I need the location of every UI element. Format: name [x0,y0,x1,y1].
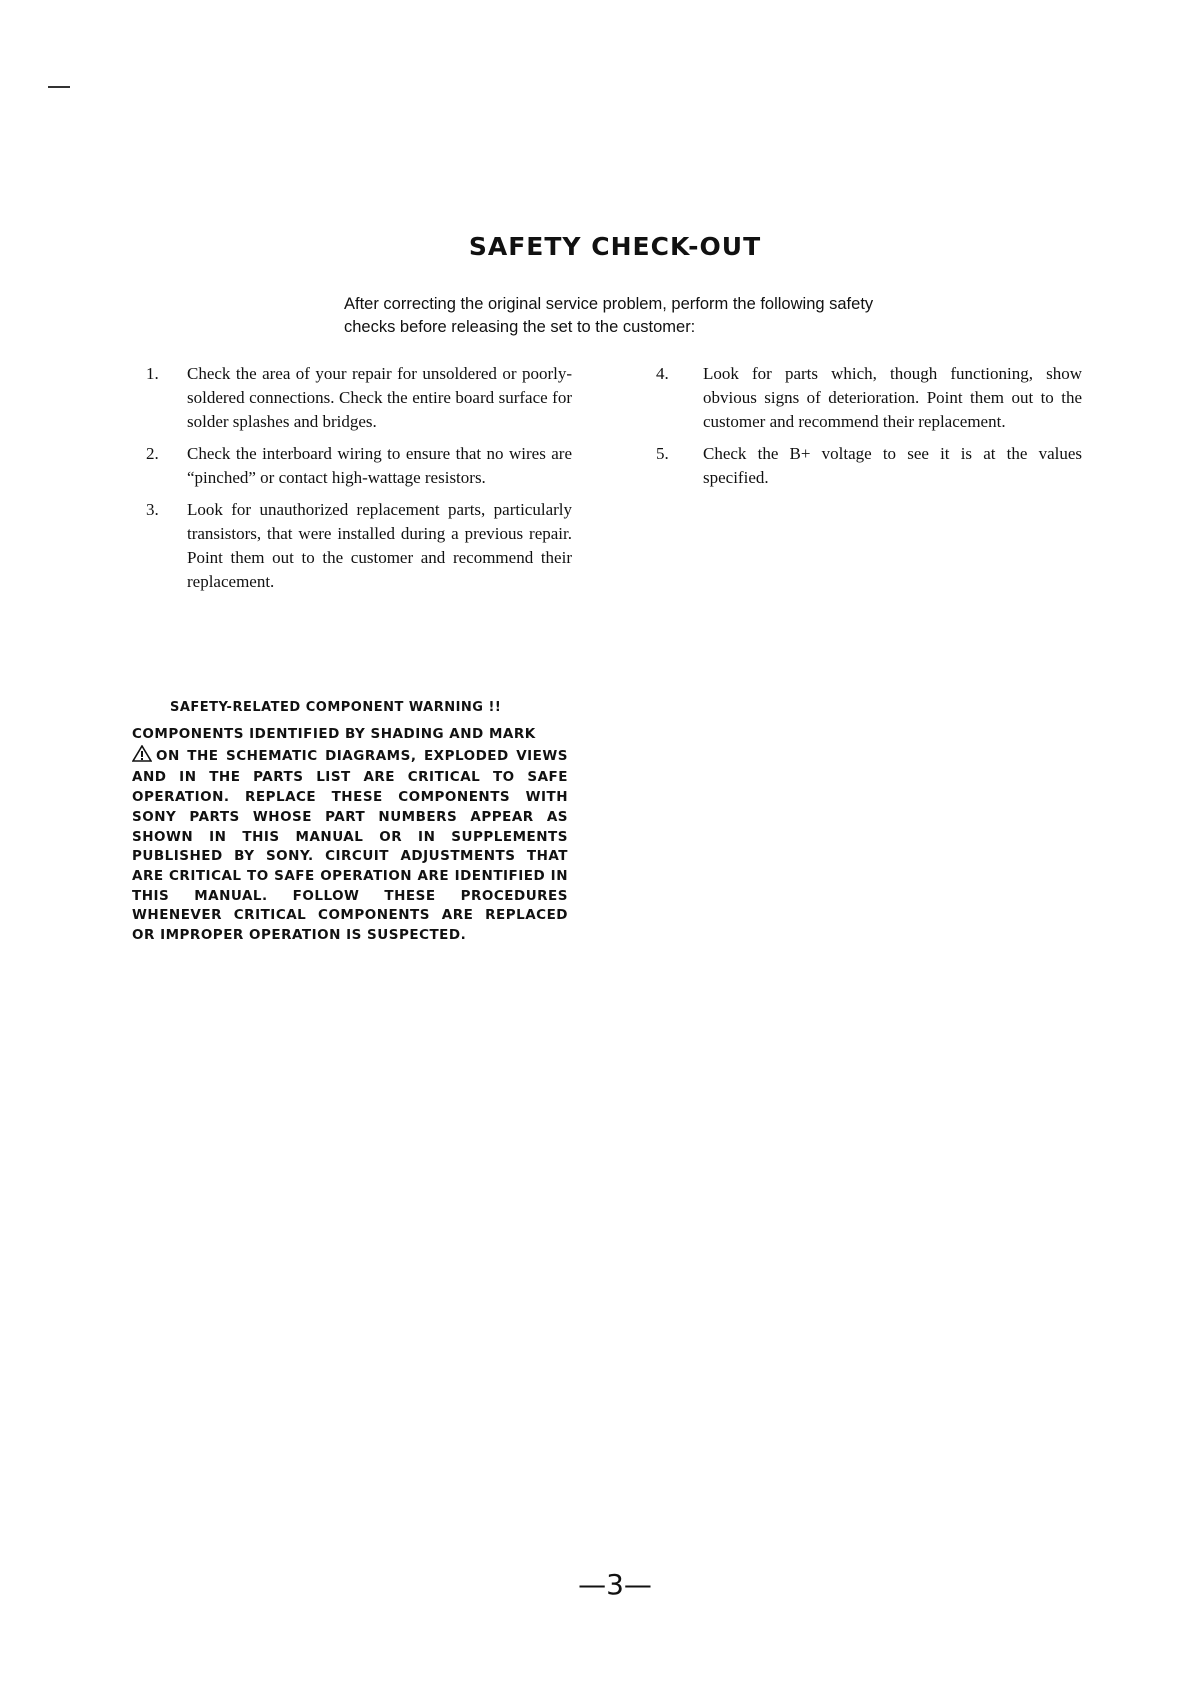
item-text: Check the interboard wiring to ensure that no wires are “pinched” or contact high-wattage resistors. [187,444,572,487]
list-item [140,442,572,490]
warning-body-start: COMPONENTS IDENTIFIED BY SHADING AND MARK [132,726,536,742]
item-number: 5. [656,444,669,463]
warning-triangle-icon [132,745,152,769]
safety-warning-box [132,700,568,946]
page-title: SAFETY CHECK-OUT [468,232,762,261]
list-item [140,362,572,434]
warning-title: SAFETY-RELATED COMPONENT WARNING !! [170,700,502,715]
item-text: Check the B+ voltage to see it is at the values specified. [703,444,1082,487]
page-number: —3— [578,1568,652,1601]
item-number: 2. [146,444,159,463]
item-text: Check the area of your repair for unsoldered or poorly-soldered connections. Check the entire board surface for solder splashes and bridges. [187,364,572,431]
item-number: 1. [146,364,159,383]
item-number: 4. [656,364,669,383]
intro-paragraph: After correcting the original service problem, perform the following safety checks before releasing the set to the customer: [344,295,874,336]
item-text: Look for parts which, though functioning, show obvious signs of deterioration. Point them out to the customer and recommend their replacement. [703,364,1082,431]
corner-mark [48,86,70,88]
list-item [656,442,1082,490]
list-item [656,362,1082,434]
left-column [140,362,572,602]
warning-body [132,725,568,946]
list-item [140,498,572,594]
right-column [656,362,1082,498]
item-number: 3. [146,500,159,519]
warning-body-rest: ON THE SCHEMATIC DIAGRAMS, EXPLODED VIEWS AND IN THE PARTS LIST ARE CRITICAL TO SAFE OPERATION. REPLACE THESE COMPONENTS WITH SONY PARTS WHOSE PART NUMBERS APPEAR AS SHOWN IN THIS MANUAL OR IN SUPPLEMENTS PUBLISHED BY SONY. CIRCUIT ADJUSTMENTS THAT ARE CRITICAL TO SAFE OPERATION ARE IDENTIFIED IN THIS MANUAL. FOLLOW THESE PROCEDURES WHENEVER CRITICAL COMPONENTS ARE REPLACED OR IMPROPER OPERATION IS SUSPECTED. [132,747,568,944]
item-text: Look for unauthorized replacement parts, particularly transistors, that were installed during a previous repair. Point them out to the customer and recommend their replacement. [187,500,572,591]
